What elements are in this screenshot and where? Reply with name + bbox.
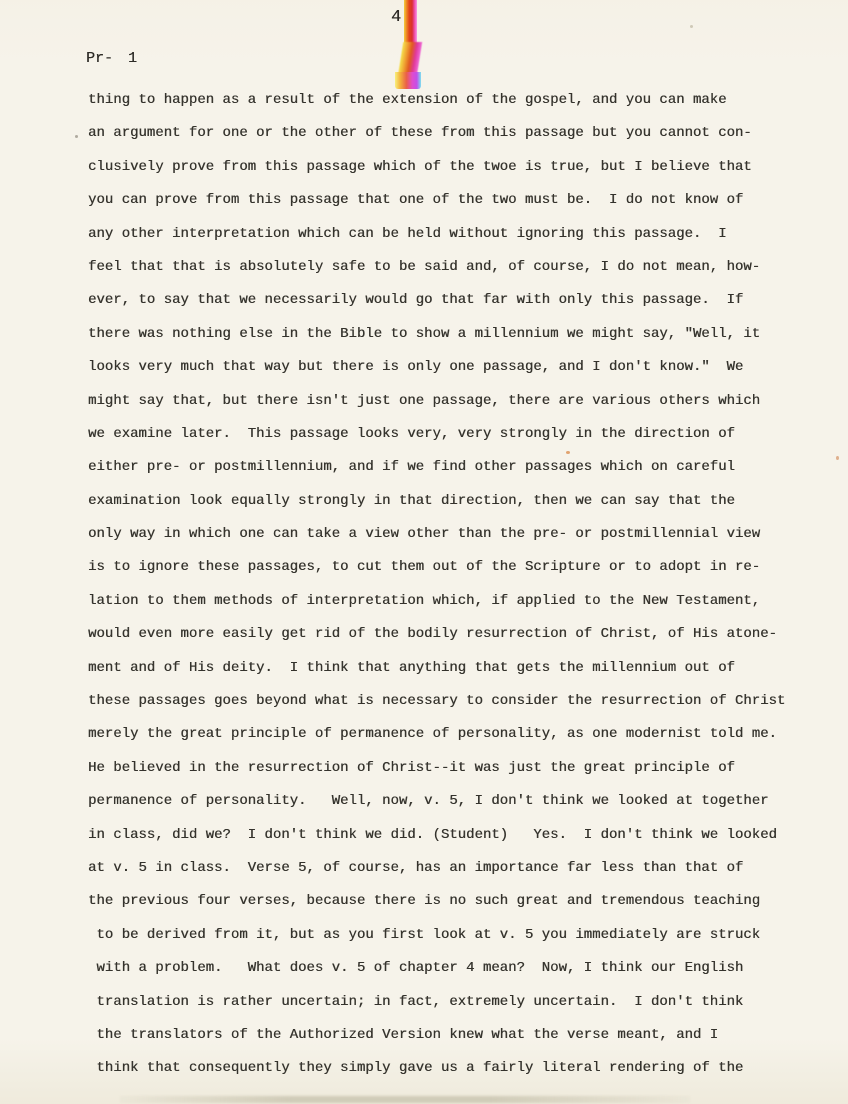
text-line: might say that, but there isn't just one passage, there are various others which xyxy=(88,392,761,409)
text-line: think that consequently they simply gave us a fairly literal rendering of the xyxy=(88,1060,744,1077)
text-line: He believed in the resurrection of Christ--it was just the great principle of xyxy=(88,759,735,776)
text-line: at v. 5 in class. Verse 5, of course, has an importance far less than that of xyxy=(88,859,744,876)
text-line: these passages goes beyond what is necessary to consider the resurrection of Christ xyxy=(88,693,786,710)
text-line: lation to them methods of interpretation which, if applied to the New Testament, xyxy=(88,592,761,609)
text-line: examination look equally strongly in that direction, then we can say that the xyxy=(88,492,735,509)
paper-speck xyxy=(75,135,78,138)
text-line: the translators of the Authorized Version knew what the verse meant, and I xyxy=(88,1026,719,1043)
text-line: ever, to say that we necessarily would go that far with only this passage. If xyxy=(88,292,744,309)
text-line: there was nothing else in the Bible to show a millennium we might say, "Well, it xyxy=(88,325,761,342)
text-line: either pre- or postmillennium, and if we find other passages which on careful xyxy=(88,459,735,476)
page-number: 4 xyxy=(391,8,402,27)
text-line: thing to happen as a result of the extension of the gospel, and you can make xyxy=(88,92,727,108)
text-line: in class, did we? I don't think we did. (Student) Yes. I don't think we looked xyxy=(88,826,777,843)
text-line: ment and of His deity. I think that anything that gets the millennium out of xyxy=(88,659,735,676)
scan-edge-smudge xyxy=(120,1096,690,1103)
paper-speck xyxy=(690,25,693,28)
text-line: clusively prove from this passage which of the twoe is true, but I believe that xyxy=(88,158,752,175)
text-line: the previous four verses, because there is no such great and tremendous teaching xyxy=(88,893,761,910)
text-line: only way in which one can take a view other than the pre- or postmillennial view xyxy=(88,526,761,543)
text-line: looks very much that way but there is only one passage, and I don't know." We xyxy=(88,359,744,376)
text-line: an argument for one or the other of these from this passage but you cannot con- xyxy=(88,125,752,142)
typescript-body xyxy=(88,84,804,1086)
header-page-ref: 1 xyxy=(128,50,138,67)
scan-streak-artifact-top xyxy=(404,0,417,48)
text-line: merely the great principle of permanence of personality, as one modernist told me. xyxy=(88,726,777,743)
text-line: is to ignore these passages, to cut them out of the Scripture or to adopt in re- xyxy=(88,559,761,576)
text-line: to be derived from it, but as you first look at v. 5 you immediately are struck xyxy=(88,926,761,943)
text-line: translation is rather uncertain; in fact, extremely uncertain. I don't think xyxy=(88,993,744,1010)
text-line: any other interpretation which can be held without ignoring this passage. I xyxy=(88,225,727,242)
paper-speck xyxy=(836,456,839,460)
scan-streak-artifact-mid xyxy=(398,42,422,75)
text-line: we examine later. This passage looks very, very strongly in the direction of xyxy=(88,425,735,442)
text-line: with a problem. What does v. 5 of chapter 4 mean? Now, I think our English xyxy=(88,960,744,977)
text-line: feel that that is absolutely safe to be said and, of course, I do not mean, how- xyxy=(88,258,761,275)
text-line: you can prove from this passage that one of the two must be. I do not know of xyxy=(88,192,744,209)
text-line: permanence of personality. Well, now, v. 5, I don't think we looked at together xyxy=(88,793,769,810)
text-line: would even more easily get rid of the bodily resurrection of Christ, of His atone- xyxy=(88,626,777,643)
header-label: Pr- xyxy=(86,50,114,67)
